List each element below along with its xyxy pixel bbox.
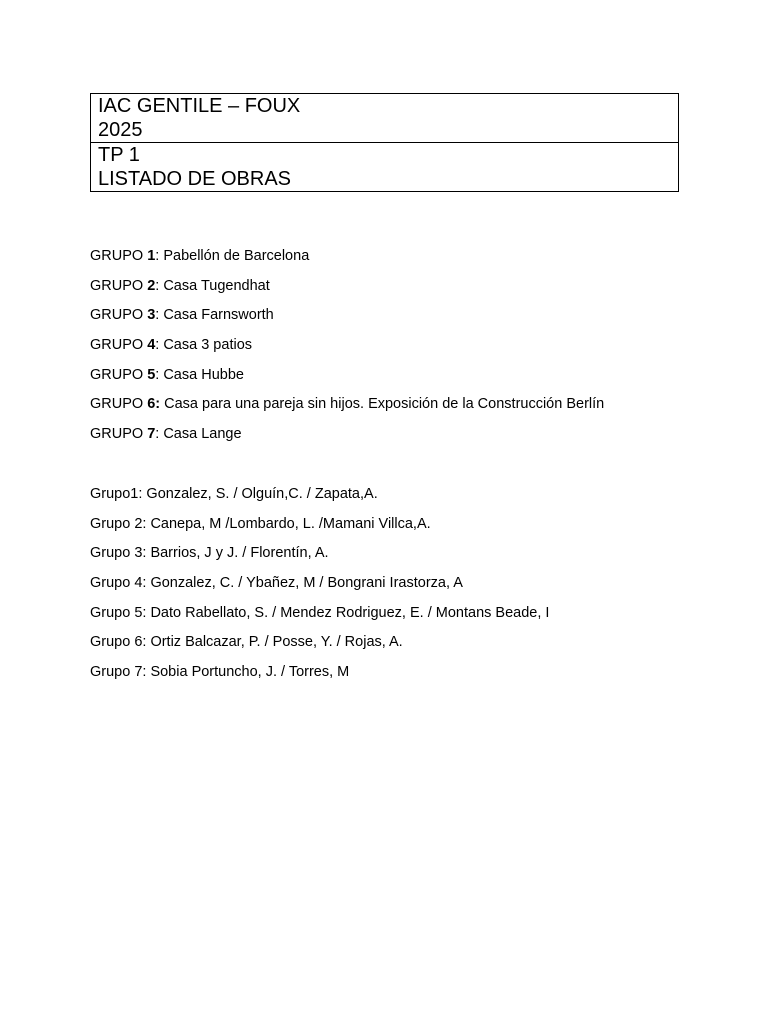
work-title: : Casa Lange: [155, 426, 242, 443]
work-title: : Casa Hubbe: [155, 366, 244, 383]
work-item: GRUPO 5: Casa Hubbe: [90, 366, 244, 383]
assignment-title: LISTADO DE OBRAS: [98, 168, 292, 190]
group-members-item: Grupo1: Gonzalez, S. / Olguín,C. / Zapata,A.: [90, 486, 378, 502]
work-item: GRUPO 1: Pabellón de Barcelona: [90, 248, 310, 264]
work-item: GRUPO 7: Casa Lange: [90, 426, 242, 443]
works-list: [90, 246, 604, 454]
work-title: : Casa 3 patios: [155, 337, 253, 354]
course-title: IAC GENTILE – FOUX: [98, 95, 301, 117]
course-year: 2025: [98, 119, 143, 141]
group-members-item: Grupo 5: Dato Rabellato, S. / Mendez Rodriguez, E. / Montans Beade, I: [90, 604, 550, 621]
group-members-item: Grupo 7: Sobia Portuncho, J. / Torres, M: [90, 664, 350, 681]
group-number: 3: [147, 307, 156, 324]
group-members-item: Grupo 2: Canepa, M /Lombardo, L. /Mamani Villca,A.: [90, 515, 431, 532]
work-item: GRUPO 2: Casa Tugendhat: [90, 277, 270, 294]
header-table: [90, 93, 679, 192]
group-members-item: Grupo 4: Gonzalez, C. / Ybañez, M / Bongrani Irastorza, A: [90, 575, 463, 592]
group-number: 1: [147, 248, 156, 264]
work-item: GRUPO 4: Casa 3 patios: [90, 337, 253, 354]
group-members-item: Grupo 3: Barrios, J y J. / Florentín, A.: [90, 545, 329, 562]
group-number: 5: [147, 366, 156, 383]
work-title: Casa para una pareja sin hijos. Exposición de la Construcción Berlín: [160, 396, 605, 413]
group-members-item: Grupo 6: Ortiz Balcazar, P. / Posse, Y. / Rojas, A.: [90, 634, 403, 651]
group-number: 6:: [147, 396, 161, 413]
header-row-course: [91, 94, 679, 143]
group-number: 4: [147, 337, 156, 354]
header-cell-assignment: [91, 143, 679, 192]
work-item: GRUPO 3: Casa Farnsworth: [90, 307, 274, 324]
work-title: : Casa Tugendhat: [155, 277, 270, 294]
group-number: 2: [147, 277, 156, 294]
work-title: : Pabellón de Barcelona: [155, 248, 310, 264]
work-item: GRUPO 6: Casa para una pareja sin hijos. Exposición de la Construcción Berlín: [90, 396, 605, 413]
header-row-assignment: [91, 143, 679, 192]
header-cell-course: [91, 94, 679, 143]
group-number: 7: [147, 426, 156, 443]
work-title: : Casa Farnsworth: [155, 307, 274, 324]
members-list: [90, 484, 549, 692]
assignment-number: TP 1: [98, 144, 140, 166]
